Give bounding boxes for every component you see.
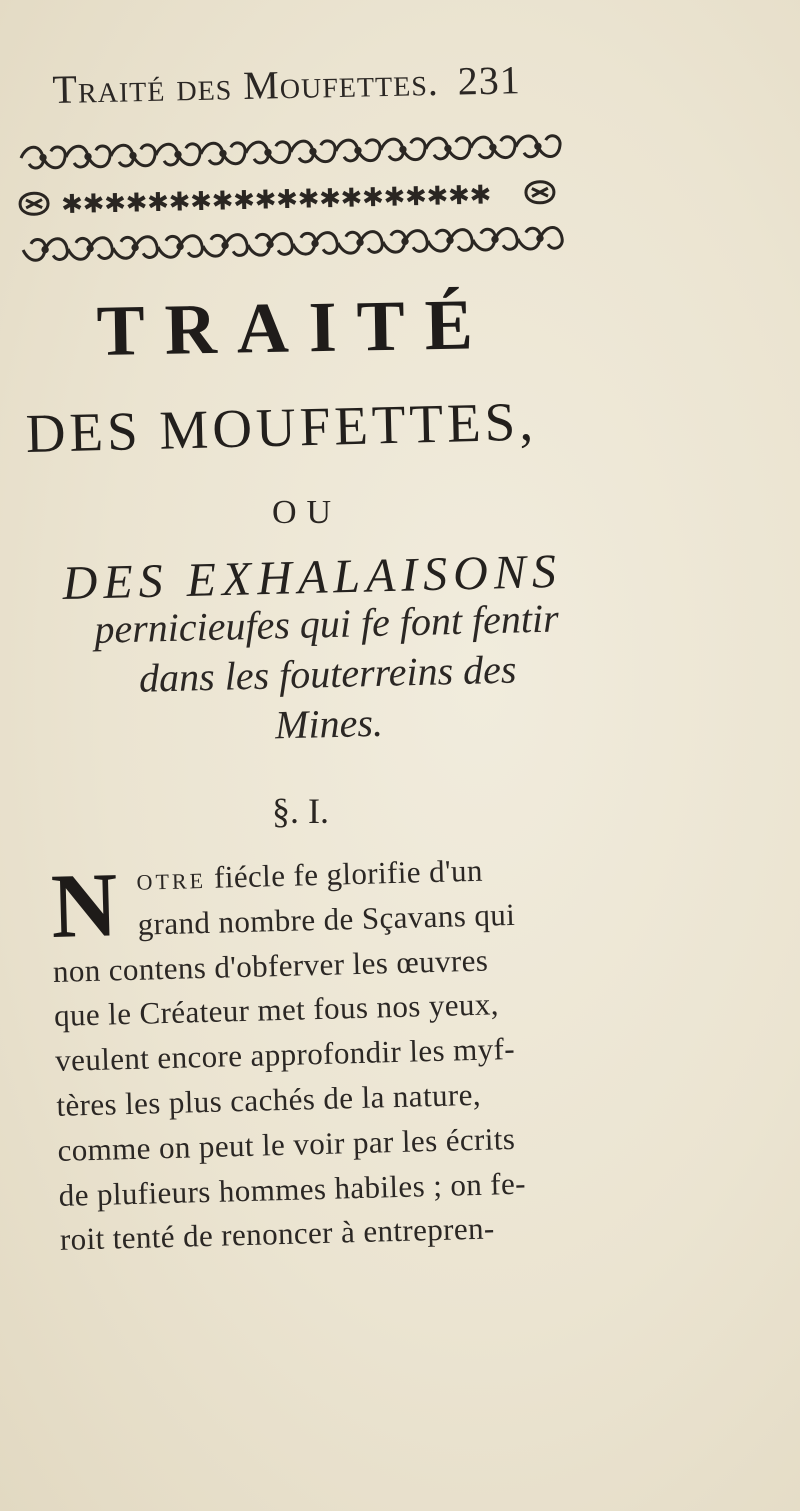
svg-text:✱: ✱ [168,187,191,218]
running-head [52,56,521,113]
svg-text:✱: ✱ [254,185,277,216]
svg-text:✱: ✱ [82,189,105,220]
body-line-text: fiécle fe glorifie d'un [213,852,484,895]
body-paragraph [50,845,630,1263]
svg-text:✱: ✱ [469,180,492,211]
svg-text:✱: ✱ [232,185,256,217]
svg-text:✱: ✱ [383,182,406,213]
subtitle-line: dans les fouterreins des [138,646,517,701]
svg-text:✱: ✱ [297,184,320,215]
body-line: tères les plus cachés de la nature, [55,1076,482,1123]
title-conjunction: OU [272,494,342,531]
section-heading: §. I. [272,791,329,831]
svg-text:✱: ✱ [60,189,84,221]
subtitle [46,592,609,756]
title-main: TRAITÉ [96,284,494,371]
body-line: non contens d'obferver les œuvres [52,942,489,989]
title-line-2: DES MOUFETTES, [25,390,538,464]
running-head-title: Traité des Moufettes. [52,58,440,112]
svg-text:✱: ✱ [426,181,449,212]
svg-text:✱: ✱ [404,181,428,213]
first-word-small-caps: otre [136,859,207,897]
svg-text:✱: ✱ [447,180,471,212]
title-line-4: DES EXHALAISONS [62,544,563,610]
svg-text:✱: ✱ [189,186,213,218]
svg-text:✱: ✱ [125,188,148,219]
svg-text:✱: ✱ [146,187,170,219]
svg-text:✱: ✱ [211,186,234,217]
body-line: que le Créateur met fous nos yeux, [53,986,500,1034]
svg-text:✱: ✱ [103,188,127,220]
page-number: 231 [457,57,522,104]
subtitle-line: pernicieufes qui fe font fentir [93,595,560,652]
svg-text:✱: ✱ [275,184,299,216]
body-line: comme on peut le voir par les écrits [57,1120,516,1168]
svg-text:✱: ✱ [340,183,363,214]
body-line: grand nombre de Sçavans qui [137,896,516,942]
body-line: roit tenté de renoncer à entrepren- [59,1210,496,1258]
body-line: veulent encore approfondir les myf- [54,1031,516,1079]
body-line: de plufieurs hommes habiles ; on fe- [58,1165,527,1213]
fleuron-ornament-icon [12,122,567,274]
svg-text:✱: ✱ [361,182,385,214]
drop-cap: N [49,853,119,957]
svg-text:✱: ✱ [318,183,342,215]
subtitle-line: Mines. [274,699,384,748]
